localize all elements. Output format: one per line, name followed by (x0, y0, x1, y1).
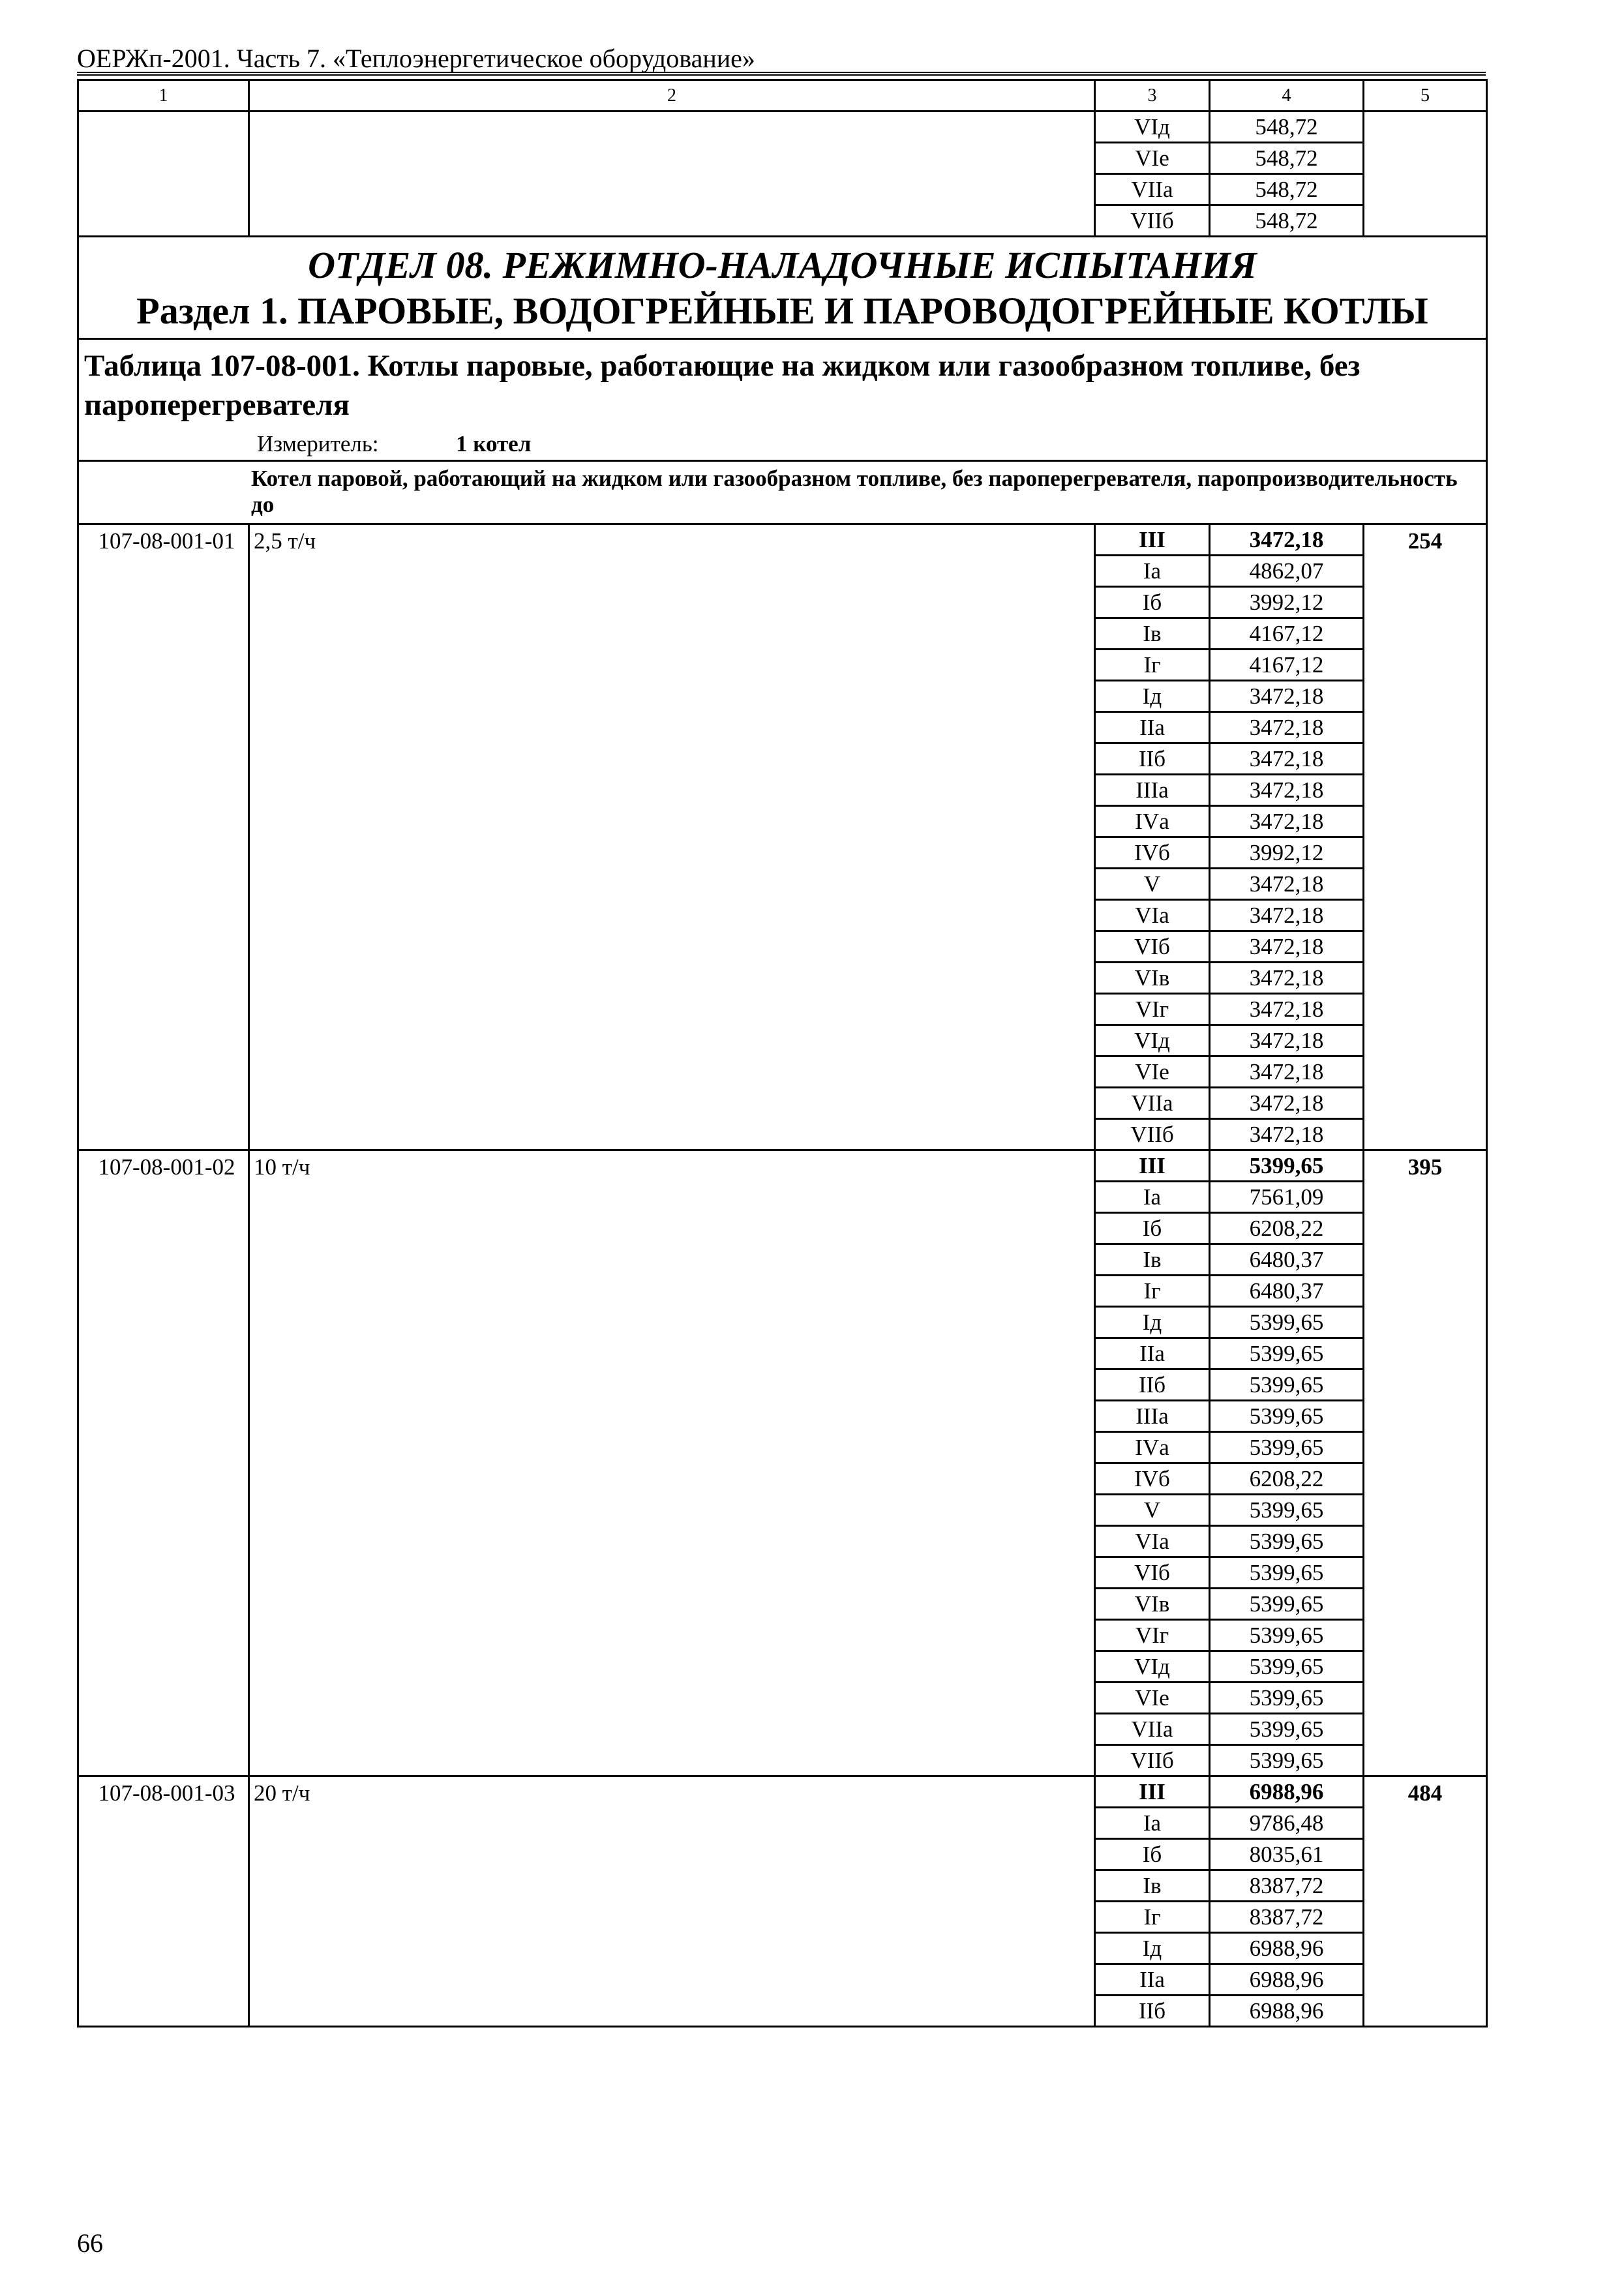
value-cell: 3472,18 (1210, 1088, 1364, 1119)
header-rule (77, 74, 1486, 76)
grade-cell: VIе (1095, 1056, 1210, 1088)
grade-cell: III (1095, 1150, 1210, 1182)
running-header (77, 39, 1486, 76)
grade-cell: Iг (1095, 650, 1210, 681)
grade-cell: Iа (1095, 1808, 1210, 1839)
grade-cell: IIб (1095, 1996, 1210, 2027)
column-number: 2 (249, 80, 1095, 112)
value-cell: 6988,96 (1210, 1776, 1364, 1808)
grade-cell: VIе (1095, 1683, 1210, 1714)
grade-cell: VIг (1095, 1620, 1210, 1651)
department-heading (78, 237, 1487, 339)
value-cell: 5399,65 (1210, 1369, 1364, 1401)
table-title: Таблица 107-08-001. Котлы паровые, работающие на жидком или газообразном топливе, без пароперегревателя (84, 349, 1361, 422)
table-title-row (78, 339, 1487, 461)
value-cell: 5399,65 (1210, 1714, 1364, 1745)
value-cell: 3472,18 (1210, 524, 1364, 556)
meter-value: 1 котел (456, 431, 532, 456)
table-row (78, 1776, 1487, 1808)
column-number: 3 (1095, 80, 1210, 112)
grade-cell: VIIб (1095, 205, 1210, 237)
value-cell: 4167,12 (1210, 618, 1364, 650)
grade-cell: Iб (1095, 1213, 1210, 1244)
grade-cell: VIIб (1095, 1745, 1210, 1776)
grade-cell: IVб (1095, 837, 1210, 869)
grade-cell: IIIа (1095, 1401, 1210, 1432)
value-cell: 548,72 (1210, 174, 1364, 205)
value-cell: 3992,12 (1210, 587, 1364, 618)
value-cell: 6480,37 (1210, 1244, 1364, 1276)
value-cell: 3472,18 (1210, 1056, 1364, 1088)
value-cell: 3472,18 (1210, 869, 1364, 900)
value-cell: 5399,65 (1210, 1432, 1364, 1463)
price-table (77, 79, 1488, 2027)
value-cell: 5399,65 (1210, 1338, 1364, 1369)
value-cell: 6988,96 (1210, 1964, 1364, 1996)
value-cell: 8387,72 (1210, 1870, 1364, 1902)
value-cell: 3472,18 (1210, 900, 1364, 931)
description-cell: 10 т/ч (249, 1150, 1095, 1776)
section-title: Раздел 1. ПАРОВЫЕ, ВОДОГРЕЙНЫЕ И ПАРОВОДОГРЕЙНЫЕ КОТЛЫ (136, 290, 1428, 332)
grade-cell: Iв (1095, 618, 1210, 650)
grade-cell: Iа (1095, 1182, 1210, 1213)
extra-cell: 484 (1364, 1776, 1487, 2027)
grade-cell: Iд (1095, 1933, 1210, 1964)
meter-line (257, 431, 1482, 457)
grade-cell: IIа (1095, 712, 1210, 743)
extra-cell: 395 (1364, 1150, 1487, 1776)
value-cell: 7561,09 (1210, 1182, 1364, 1213)
value-cell: 548,72 (1210, 205, 1364, 237)
grade-cell: VIв (1095, 1589, 1210, 1620)
grade-cell: Iб (1095, 587, 1210, 618)
grade-cell: VIIа (1095, 1714, 1210, 1745)
value-cell: 3472,18 (1210, 963, 1364, 994)
table-row (78, 112, 1487, 143)
grade-cell: Iг (1095, 1276, 1210, 1307)
value-cell: 548,72 (1210, 143, 1364, 174)
value-cell: 5399,65 (1210, 1495, 1364, 1526)
table-title-cell (78, 339, 1487, 461)
department-heading-row (78, 237, 1487, 339)
grade-cell: VIд (1095, 112, 1210, 143)
value-cell: 8035,61 (1210, 1839, 1364, 1870)
value-cell: 6208,22 (1210, 1463, 1364, 1495)
grade-cell: IIа (1095, 1964, 1210, 1996)
value-cell: 6208,22 (1210, 1213, 1364, 1244)
grade-cell: III (1095, 524, 1210, 556)
grade-cell: III (1095, 1776, 1210, 1808)
header-rule (77, 72, 1486, 73)
grade-cell: VIIб (1095, 1119, 1210, 1150)
code-cell (78, 112, 249, 237)
grade-cell: Iд (1095, 681, 1210, 712)
value-cell: 3472,18 (1210, 931, 1364, 963)
grade-cell: VIд (1095, 1651, 1210, 1683)
description-cell: 20 т/ч (249, 1776, 1095, 2027)
value-cell: 5399,65 (1210, 1401, 1364, 1432)
column-number: 4 (1210, 80, 1364, 112)
value-cell: 5399,65 (1210, 1307, 1364, 1338)
grade-cell: VIв (1095, 963, 1210, 994)
running-header-text: ОЕРЖп-2001. Часть 7. «Теплоэнергетическое оборудование» (77, 44, 755, 73)
grade-cell: Iа (1095, 556, 1210, 587)
value-cell: 6988,96 (1210, 1933, 1364, 1964)
column-number: 5 (1364, 80, 1487, 112)
value-cell: 5399,65 (1210, 1589, 1364, 1620)
value-cell: 5399,65 (1210, 1557, 1364, 1589)
grade-cell: VIа (1095, 1526, 1210, 1557)
value-cell: 9786,48 (1210, 1808, 1364, 1839)
grade-cell: Iг (1095, 1902, 1210, 1933)
value-cell: 6480,37 (1210, 1276, 1364, 1307)
column-number-row (78, 80, 1487, 112)
table-row (78, 524, 1487, 556)
extra-cell: 254 (1364, 524, 1487, 1150)
grade-cell: VIг (1095, 994, 1210, 1025)
grade-cell: VIIа (1095, 1088, 1210, 1119)
value-cell: 3472,18 (1210, 712, 1364, 743)
description-cell: 2,5 т/ч (249, 524, 1095, 1150)
value-cell: 5399,65 (1210, 1683, 1364, 1714)
value-cell: 5399,65 (1210, 1526, 1364, 1557)
value-cell: 8387,72 (1210, 1902, 1364, 1933)
value-cell: 4862,07 (1210, 556, 1364, 587)
grade-cell: IIб (1095, 1369, 1210, 1401)
subheader: Котел паровой, работающий на жидком или газообразном топливе, без пароперегревателя, паропроизводительность до (78, 461, 1487, 524)
grade-cell: Iд (1095, 1307, 1210, 1338)
department-title: ОТДЕЛ 08. РЕЖИМНО-НАЛАДОЧНЫЕ ИСПЫТАНИЯ (308, 244, 1257, 286)
grade-cell: Iб (1095, 1839, 1210, 1870)
grade-cell: IVб (1095, 1463, 1210, 1495)
grade-cell: V (1095, 1495, 1210, 1526)
value-cell: 5399,65 (1210, 1620, 1364, 1651)
value-cell: 3472,18 (1210, 1025, 1364, 1056)
grade-cell: VIб (1095, 931, 1210, 963)
subheader-row (78, 461, 1487, 524)
grade-cell: VIа (1095, 900, 1210, 931)
grade-cell: VIб (1095, 1557, 1210, 1589)
table-row (78, 1150, 1487, 1182)
meter-label: Измеритель: (257, 431, 379, 456)
value-cell: 3472,18 (1210, 743, 1364, 775)
value-cell: 548,72 (1210, 112, 1364, 143)
value-cell: 3472,18 (1210, 775, 1364, 806)
value-cell: 6988,96 (1210, 1996, 1364, 2027)
grade-cell: VIд (1095, 1025, 1210, 1056)
page-number: 66 (77, 2228, 103, 2258)
column-number: 1 (78, 80, 249, 112)
value-cell: 5399,65 (1210, 1651, 1364, 1683)
grade-cell: IVа (1095, 806, 1210, 837)
grade-cell: IVа (1095, 1432, 1210, 1463)
value-cell: 3472,18 (1210, 1119, 1364, 1150)
value-cell: 5399,65 (1210, 1150, 1364, 1182)
grade-cell: Iв (1095, 1244, 1210, 1276)
grade-cell: IIIа (1095, 775, 1210, 806)
grade-cell: IIа (1095, 1338, 1210, 1369)
value-cell: 4167,12 (1210, 650, 1364, 681)
value-cell: 3472,18 (1210, 994, 1364, 1025)
code-cell: 107-08-001-02 (78, 1150, 249, 1776)
value-cell: 3472,18 (1210, 681, 1364, 712)
description-cell (249, 112, 1095, 237)
grade-cell: VIIа (1095, 174, 1210, 205)
value-cell: 3472,18 (1210, 806, 1364, 837)
grade-cell: IIб (1095, 743, 1210, 775)
extra-cell (1364, 112, 1487, 237)
value-cell: 3992,12 (1210, 837, 1364, 869)
grade-cell: V (1095, 869, 1210, 900)
value-cell: 5399,65 (1210, 1745, 1364, 1776)
grade-cell: VIе (1095, 143, 1210, 174)
code-cell: 107-08-001-03 (78, 1776, 249, 2027)
grade-cell: Iв (1095, 1870, 1210, 1902)
code-cell: 107-08-001-01 (78, 524, 249, 1150)
